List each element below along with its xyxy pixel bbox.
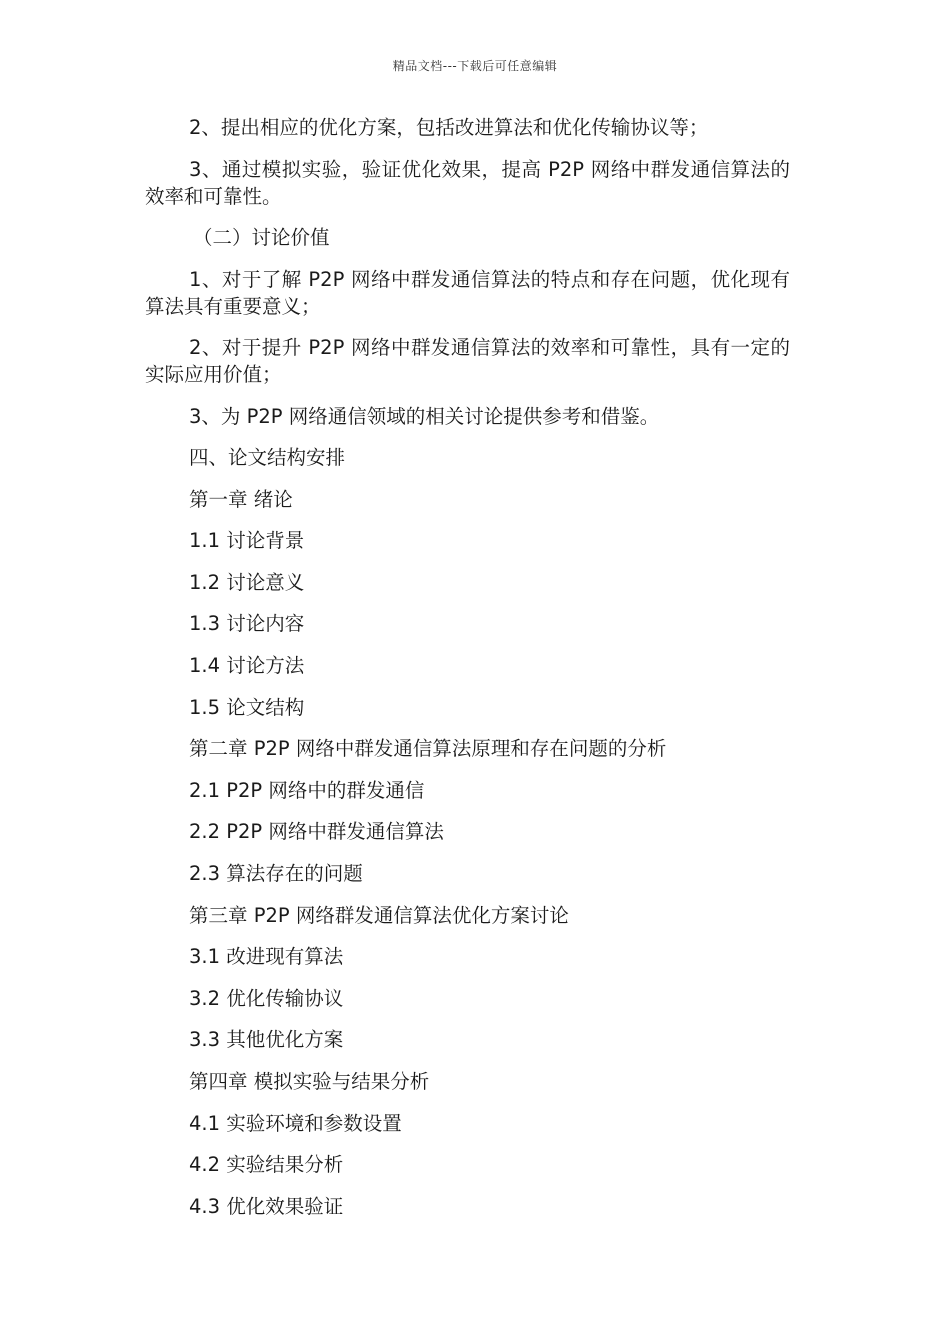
- outline-item-3-2: 3.2 优化传输协议: [189, 986, 344, 1010]
- paragraph-value-1: 1、对于了解 P2P 网络中群发通信算法的特点和存在问题，优化现有算法具有重要意义；: [145, 267, 790, 318]
- paragraph-goal-3: 3、通过模拟实验，验证优化效果，提高 P2P 网络中群发通信算法的效率和可靠性。: [145, 157, 790, 208]
- outline-item-1-1: 1.1 讨论背景: [189, 529, 305, 553]
- outline-chapter-1: 第一章 绪论: [189, 487, 293, 511]
- outline-item-2-2: 2.2 P2P 网络中群发通信算法: [189, 820, 444, 844]
- outline-item-2-3: 2.3 算法存在的问题: [189, 861, 363, 885]
- outline-item-1-5: 1.5 论文结构: [189, 695, 305, 719]
- outline-item-1-3: 1.3 讨论内容: [189, 612, 305, 636]
- outline-item-3-1: 3.1 改进现有算法: [189, 945, 344, 969]
- paragraph-value-3: 3、为 P2P 网络通信领域的相关讨论提供参考和借鉴。: [189, 404, 660, 428]
- paragraph-goal-2: 2、提出相应的优化方案，包括改进算法和优化传输协议等；: [189, 116, 709, 139]
- outline-item-2-1: 2.1 P2P 网络中的群发通信: [189, 778, 425, 802]
- outline-chapter-4: 第四章 模拟实验与结果分析: [189, 1069, 430, 1093]
- outline-item-4-3: 4.3 优化效果验证: [189, 1194, 344, 1218]
- outline-item-1-4: 1.4 讨论方法: [189, 653, 305, 677]
- outline-item-3-3: 3.3 其他优化方案: [189, 1028, 344, 1052]
- outline-item-4-2: 4.2 实验结果分析: [189, 1153, 344, 1177]
- outline-item-1-2: 1.2 讨论意义: [189, 570, 305, 594]
- outline-chapter-3: 第三章 P2P 网络群发通信算法优化方案讨论: [189, 903, 569, 927]
- paragraph-value-2: 2、对于提升 P2P 网络中群发通信算法的效率和可靠性，具有一定的实际应用价值；: [145, 336, 790, 386]
- outline-chapter-2: 第二章 P2P 网络中群发通信算法原理和存在问题的分析: [189, 737, 667, 761]
- section-heading-structure: 四、论文结构安排: [189, 446, 346, 469]
- outline-item-4-1: 4.1 实验环境和参数设置: [189, 1111, 402, 1135]
- document-body: [145, 114, 790, 1234]
- page-header: 精品文档---下载后可任意编辑: [392, 59, 558, 73]
- section-heading-value: （二）讨论价值: [193, 226, 330, 249]
